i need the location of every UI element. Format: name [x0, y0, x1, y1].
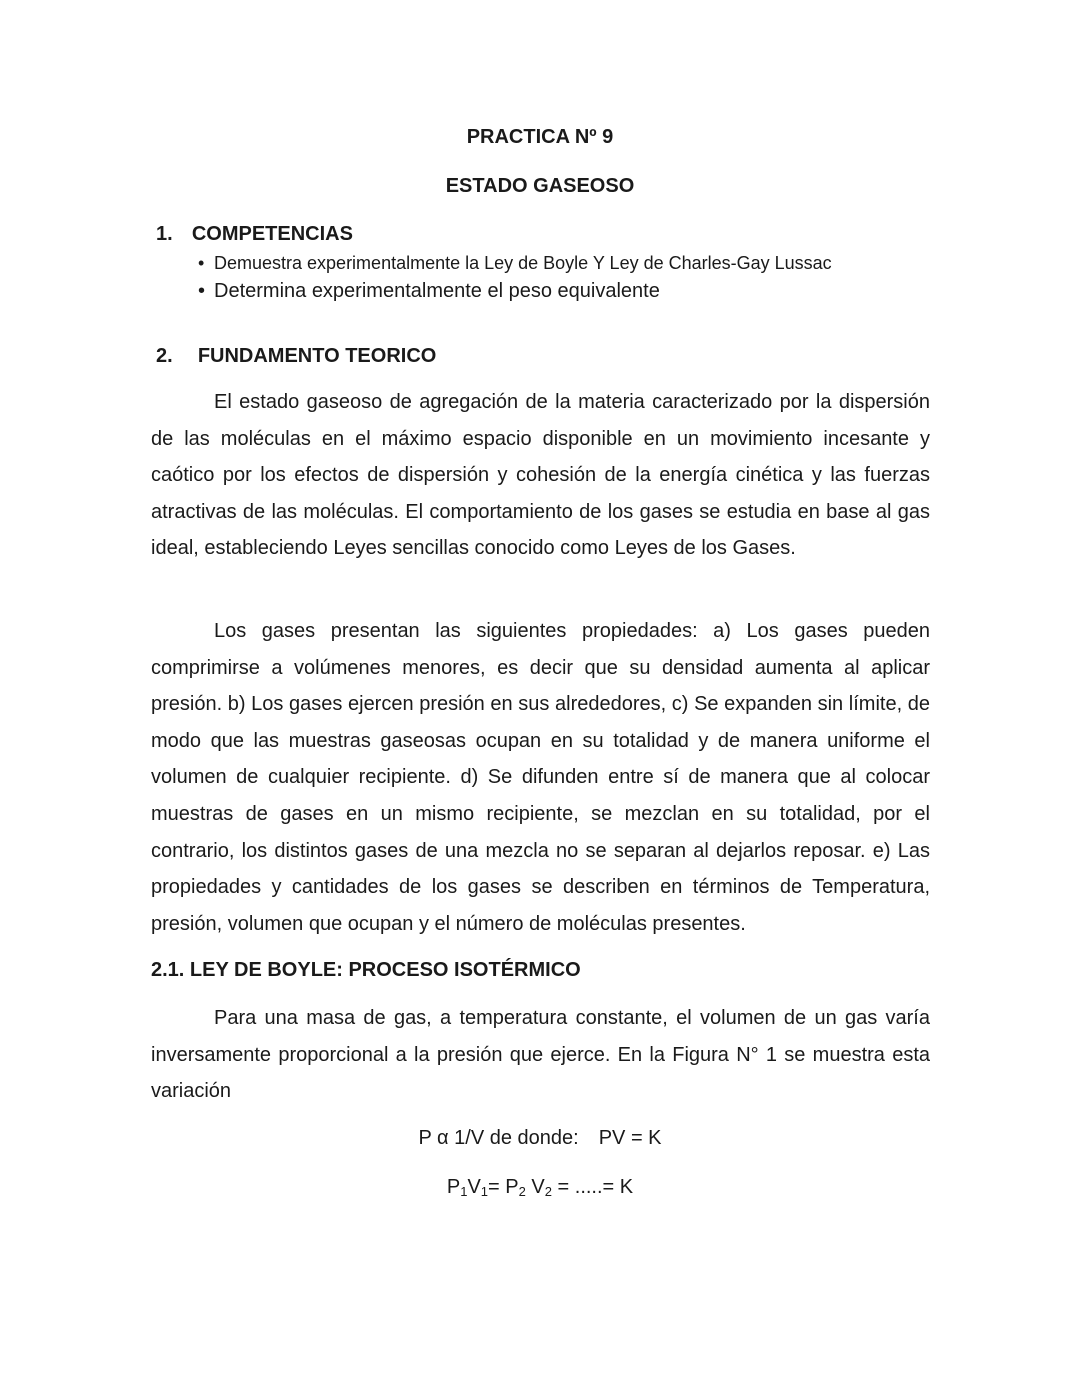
- boyle-equality-formula: [0, 1176, 1080, 1199]
- body-paragraph: Para una masa de gas, a temperatura constante, el volumen de un gas varía inversamente proporcional a la presión que ejerce. En la Figura N° 1 se muestra esta variación: [151, 1007, 930, 1103]
- formula-symbol: V: [467, 1176, 481, 1198]
- bullet-icon: •: [198, 253, 205, 273]
- formula-subscript: 1: [460, 1184, 468, 1199]
- body-paragraph: Los gases presentan las siguientes propiedades: a) Los gases pueden comprimirse a volúmenes menores, es decir que su densidad aumenta al aplicar presión. b) Los gases ejercen presión en sus alrededores, c) Se expanden sin límite, de modo que las muestras gaseosas ocupan en su totalidad y de manera uniforme el volumen de cualquier recipiente. d) Se difunden entre sí de manera que al colocar muestras de gases en un mismo recipiente, se mezclan en su totalidad, por el contrario, los distintos gases de una mezcla no se separan al dejarlos reposar. e) Las propiedades y cantidades de los gases se describen en términos de Temperatura, presión, volumen que ocupan y el número de moléculas presentes.: [151, 620, 930, 935]
- formula-subscript: 2: [544, 1184, 552, 1199]
- formula-symbol: = P: [488, 1176, 519, 1198]
- formula-subscript: 2: [518, 1184, 526, 1199]
- formula-proportional-text: P α 1/V de donde:: [418, 1127, 579, 1149]
- document-subtitle: ESTADO GASEOSO: [445, 175, 635, 197]
- body-paragraph: El estado gaseoso de agregación de la materia caracterizado por la dispersión de las moléculas en el máximo espacio disponible en un movimiento incesante y caótico por los efectos de dispersión y cohesión de la energía cinética y las fuerzas atractivas de las moléculas. El comportamiento de los gases se estudia en base al gas ideal, estableciendo Leyes sencillas conocido como Leyes de los Gases.: [151, 391, 930, 560]
- competency-bullet: [198, 280, 660, 303]
- bullet-icon: •: [198, 280, 206, 302]
- section-1-title: COMPETENCIAS: [191, 223, 353, 245]
- section-2-heading: [156, 345, 436, 368]
- section-1-heading: [156, 223, 353, 246]
- formula-pv-constant: PV = K: [598, 1127, 662, 1149]
- section-1-number: 1.: [156, 223, 173, 245]
- section-2-number: 2.: [156, 345, 173, 367]
- formula-symbol: = .....= K: [551, 1176, 634, 1198]
- competency-text: Demuestra experimentalmente la Ley de Boyle Y Ley de Charles-Gay Lussac: [214, 253, 832, 273]
- formula-symbol: V: [525, 1176, 545, 1198]
- formula-symbol: P: [446, 1176, 461, 1198]
- formula-subscript: 1: [480, 1184, 489, 1199]
- competency-text: Determina experimentalmente el peso equivalente: [214, 280, 660, 302]
- document-title: PRACTICA Nº 9: [466, 126, 614, 148]
- boyle-proportionality-formula: [0, 1127, 1080, 1150]
- section-2-title: FUNDAMENTO TEORICO: [197, 345, 437, 367]
- section-2-1-heading: 2.1. LEY DE BOYLE: PROCESO ISOTÉRMICO: [151, 959, 581, 981]
- competency-bullet: [198, 253, 832, 274]
